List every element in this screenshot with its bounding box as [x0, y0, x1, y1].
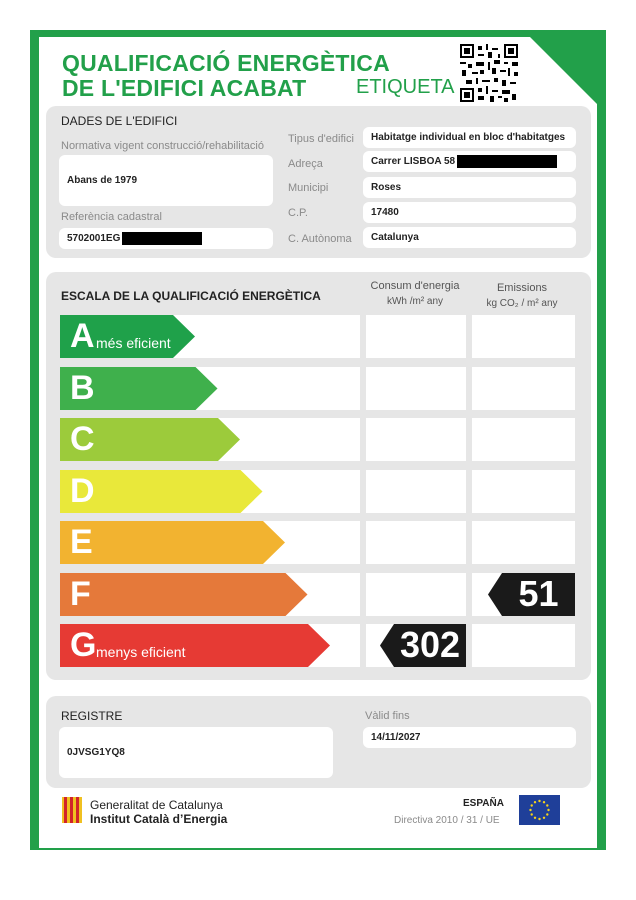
consumption-marker-value: 302 [399, 624, 461, 665]
community-field [363, 227, 576, 248]
class-letter: C [70, 420, 95, 458]
org-line1: Generalitat de Catalunya [90, 798, 223, 812]
etiqueta-label: ETIQUETA [356, 76, 455, 98]
class-arrow-g [60, 624, 333, 666]
eu-star [547, 809, 549, 811]
eu-star [531, 804, 533, 806]
generalitat-logo [62, 797, 82, 823]
org-line2: Institut Català d’Energia [90, 812, 228, 826]
building-type-label: Tipus d'edifici [288, 133, 354, 145]
qr-code[interactable] [460, 44, 518, 102]
emissions-cell-c [472, 418, 575, 461]
class-letter: B [70, 368, 95, 407]
eu-star [538, 818, 540, 820]
emissions-cell-d [472, 470, 575, 513]
consumption-header: Consum d'energia [370, 280, 460, 292]
emissions-cell-e [472, 521, 575, 564]
consumption-cell-a [366, 315, 466, 358]
class-letter: G [70, 626, 97, 664]
building-type-value: Habitatge individual en bloc d'habitatges [371, 132, 566, 143]
redaction-bar [457, 155, 557, 168]
consumption-cell-b [366, 367, 466, 410]
consumption-marker [380, 624, 466, 667]
community-label: C. Autònoma [288, 233, 352, 245]
municipality-label: Municipi [288, 182, 329, 194]
consumption-cell-f [366, 573, 466, 616]
eu-star [531, 813, 533, 815]
emissions-cell-b [472, 367, 575, 410]
country-label: ESPAÑA [463, 798, 504, 809]
scale-section-title: ESCALA DE LA QUALIFICACIÓ ENERGÈTICA [61, 289, 321, 303]
class-letter: F [70, 574, 91, 613]
class-arrow-c [60, 418, 243, 460]
address-label: Adreça [288, 158, 323, 170]
consumption-cell-d [366, 470, 466, 513]
postcode-field [363, 202, 576, 223]
consumption-cell-e [366, 521, 466, 564]
emissions-cell-g [472, 624, 575, 667]
emissions-marker-value: 51 [518, 572, 559, 614]
valid-until-label: Vàlid fins [365, 710, 410, 722]
class-arrow-d [60, 470, 266, 512]
class-arrow-a [60, 315, 198, 357]
class-note: més eficient [96, 335, 171, 351]
consumption-unit: kWh /m² any [386, 296, 444, 307]
eu-star [534, 817, 536, 819]
eu-star [529, 809, 531, 811]
regulation-value: Abans de 1979 [67, 175, 138, 186]
class-note: menys eficient [96, 644, 186, 660]
title-line2: DE L'EDIFICI ACABAT [62, 75, 307, 101]
emissions-unit: kg CO₂ / m² any [486, 298, 558, 309]
valid-until-field [363, 727, 576, 748]
class-letter: E [70, 523, 93, 561]
title-line1: QUALIFICACIÓ ENERGÈTICA [62, 50, 390, 76]
valid-until-value: 14/11/2027 [371, 732, 421, 743]
postcode-value: 17480 [371, 207, 399, 218]
class-letter: D [70, 471, 95, 510]
address-value: Carrer LISBOA 58 [371, 156, 456, 167]
class-arrow-e [60, 521, 288, 563]
directive-label: Directiva 2010 / 31 / UE [394, 815, 500, 826]
eu-star [534, 801, 536, 803]
class-arrow-f [60, 573, 311, 615]
address-field [363, 151, 576, 172]
eu-flag-icon [519, 795, 560, 825]
cadastral-label: Referència cadastral [61, 211, 162, 223]
class-letter: A [70, 317, 95, 355]
cadastral-value: 5702001EG [67, 233, 121, 244]
regulation-label: Normativa vigent construcció/rehabilitació [61, 140, 264, 152]
redaction-bar [122, 232, 202, 245]
emissions-cell-a [472, 315, 575, 358]
eu-star [543, 817, 545, 819]
community-value: Catalunya [371, 232, 419, 243]
eu-star [546, 813, 548, 815]
cadastral-field [59, 228, 273, 249]
postcode-label: C.P. [288, 207, 308, 219]
class-arrow-b [60, 367, 221, 409]
eu-star [546, 804, 548, 806]
municipality-value: Roses [371, 182, 402, 193]
emissions-header: Emissions [496, 282, 548, 294]
registry-field [59, 727, 333, 778]
building-section-title: DADES DE L'EDIFICI [61, 114, 178, 128]
regulation-field [59, 155, 273, 206]
registry-section-title: REGISTRE [61, 709, 123, 723]
building-type-field [363, 127, 576, 148]
municipality-field [363, 177, 576, 198]
emissions-marker [488, 573, 575, 616]
eu-star [543, 801, 545, 803]
consumption-cell-c [366, 418, 466, 461]
eu-star [538, 800, 540, 802]
registry-value: 0JVSG1YQ8 [67, 747, 125, 758]
